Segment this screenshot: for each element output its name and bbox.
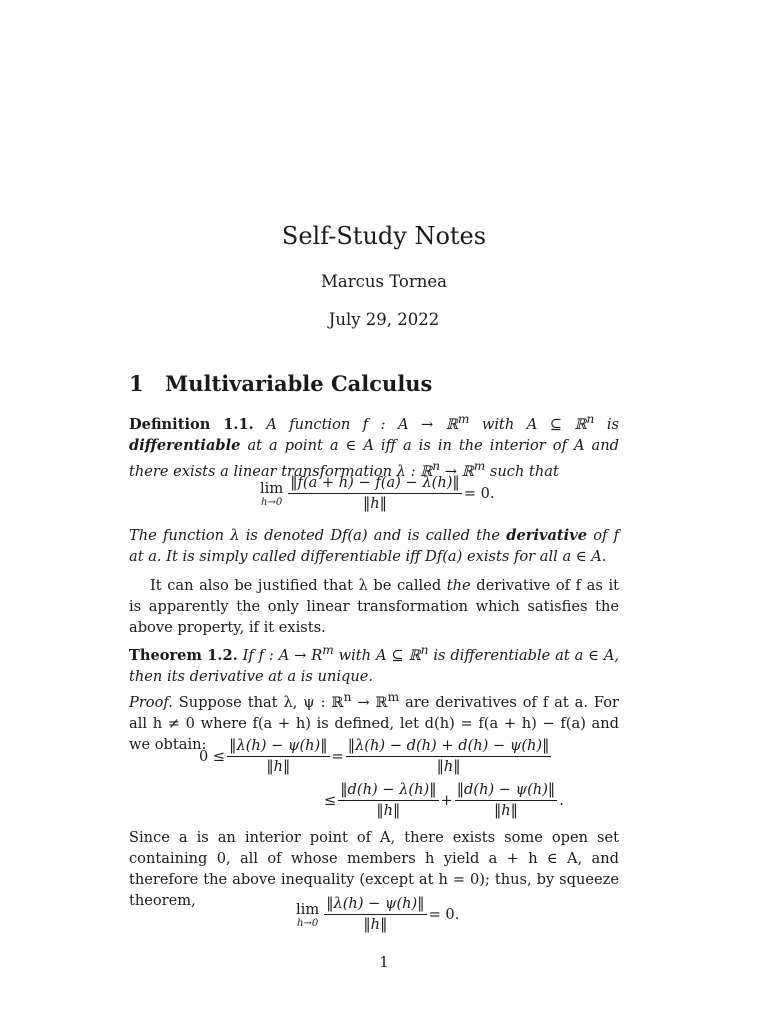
definition-followup	[129, 525, 619, 567]
definition-label: Definition 1.1.	[129, 415, 254, 433]
superscript: n	[586, 412, 595, 426]
fraction-denominator: ‖h‖	[376, 802, 401, 819]
definition-paragraph	[129, 409, 619, 482]
fraction	[324, 895, 426, 934]
derivative-term: derivative	[506, 527, 587, 544]
superscript: n	[432, 458, 441, 473]
limit-text: lim	[296, 900, 320, 918]
page-number: 1	[379, 954, 389, 971]
fraction-denominator: ‖h‖	[362, 495, 387, 512]
fraction	[227, 737, 329, 776]
limit-subscript: h→0	[297, 917, 319, 929]
fraction-numerator: ‖λ(h) − ψ(h)‖	[324, 895, 426, 915]
document-date: July 29, 2022	[328, 310, 440, 329]
plus-sign: +	[440, 792, 453, 809]
definition-text: with A ⊆ ℝ	[469, 415, 587, 433]
theorem-paragraph	[129, 640, 619, 687]
section-title: Multivariable Calculus	[165, 371, 433, 396]
proof-text: → ℝ	[351, 693, 388, 711]
superscript: m	[322, 643, 334, 657]
section-number: 1	[129, 371, 144, 396]
theorem-text: with A ⊆ ℝ	[333, 646, 421, 664]
limit-operator	[296, 901, 319, 929]
definition-text: is	[594, 415, 620, 433]
document-author: Marcus Tornea	[321, 272, 447, 291]
definition-text: of f at a. It is simply called differentiable iff Df(a) exists for all a ∈ A.	[129, 527, 619, 565]
fraction-numerator: ‖d(h) − λ(h)‖	[338, 781, 438, 801]
limit-operator	[260, 480, 283, 508]
fraction	[288, 474, 462, 513]
proof-text: are derivatives of f at a. For all h ≠ 0 where f(a + h) is defined, let d(h) = f(a + h) − f(a) and we obtain:	[129, 693, 619, 753]
definition-text: A function f : A → ℝ	[266, 415, 458, 433]
theorem-text: If f : A → R	[242, 646, 323, 664]
superscript: m	[387, 690, 400, 704]
equation-rhs: = 0.	[463, 485, 495, 502]
proof-text: Since a is an interior point of A, there exists some open set containing 0, all of whose members h yield a + h ∈ A, and therefore the above inequality (except at h = 0); thus, by squeeze theorem,	[129, 829, 619, 909]
fraction-numerator: ‖λ(h) − d(h) + d(h) − ψ(h)‖	[346, 737, 552, 757]
fraction-denominator: ‖h‖	[363, 916, 388, 933]
fraction-denominator: ‖h‖	[266, 758, 291, 775]
remark-text: It can also be justified that λ be called	[150, 577, 447, 594]
equation-period: .	[559, 792, 564, 809]
theorem-text: is differentiable at a ∈ A, then its derivative at a is unique.	[129, 646, 620, 685]
remark-paragraph	[129, 575, 619, 638]
limit-subscript: h→0	[261, 496, 283, 508]
fraction-numerator: ‖d(h) − ψ(h)‖	[455, 781, 557, 801]
fraction	[338, 781, 438, 820]
equation-rhs: = 0.	[428, 906, 460, 923]
document-title: Self-Study Notes	[281, 222, 487, 250]
limit-text: lim	[260, 479, 284, 497]
definition-text: such that	[485, 462, 559, 480]
superscript: n	[420, 643, 429, 657]
proof-limit-equation	[296, 895, 459, 934]
fraction-denominator: ‖h‖	[493, 802, 518, 819]
proof-label: Proof.	[129, 693, 173, 711]
fraction-numerator: ‖f(a + h) − f(a) − λ(h)‖	[288, 474, 462, 494]
fraction	[346, 737, 552, 776]
section-heading	[129, 371, 432, 396]
equation-lhs: 0 ≤	[199, 748, 226, 765]
definition-text: at a point a ∈ A iff a is in the interior of A and there exists a linear transformation λ : ℝ	[129, 436, 619, 480]
fraction	[455, 781, 557, 820]
proof-equation-line-2	[324, 781, 564, 820]
remark-emphasis: the	[446, 577, 471, 594]
proof-equation-line-1	[199, 737, 553, 776]
proof-text: Suppose that λ, ψ : ℝ	[172, 693, 344, 711]
definition-text: The function λ is denoted Df(a) and is called the	[129, 527, 507, 544]
fraction-denominator: ‖h‖	[436, 758, 461, 775]
superscript: m	[473, 458, 486, 473]
fraction-numerator: ‖λ(h) − ψ(h)‖	[227, 737, 329, 757]
definition-text: → ℝ	[440, 462, 474, 480]
less-equal-sign: ≤	[324, 792, 337, 809]
theorem-label: Theorem 1.2.	[129, 646, 238, 664]
definition-equation	[260, 474, 495, 513]
definition-term: differentiable	[129, 436, 241, 454]
remark-text: derivative of f as it is apparently the only linear transformation which satisfies the above property, if it exists.	[129, 577, 619, 636]
superscript: m	[457, 412, 470, 426]
superscript: n	[343, 690, 352, 704]
equals-sign: =	[331, 748, 344, 765]
